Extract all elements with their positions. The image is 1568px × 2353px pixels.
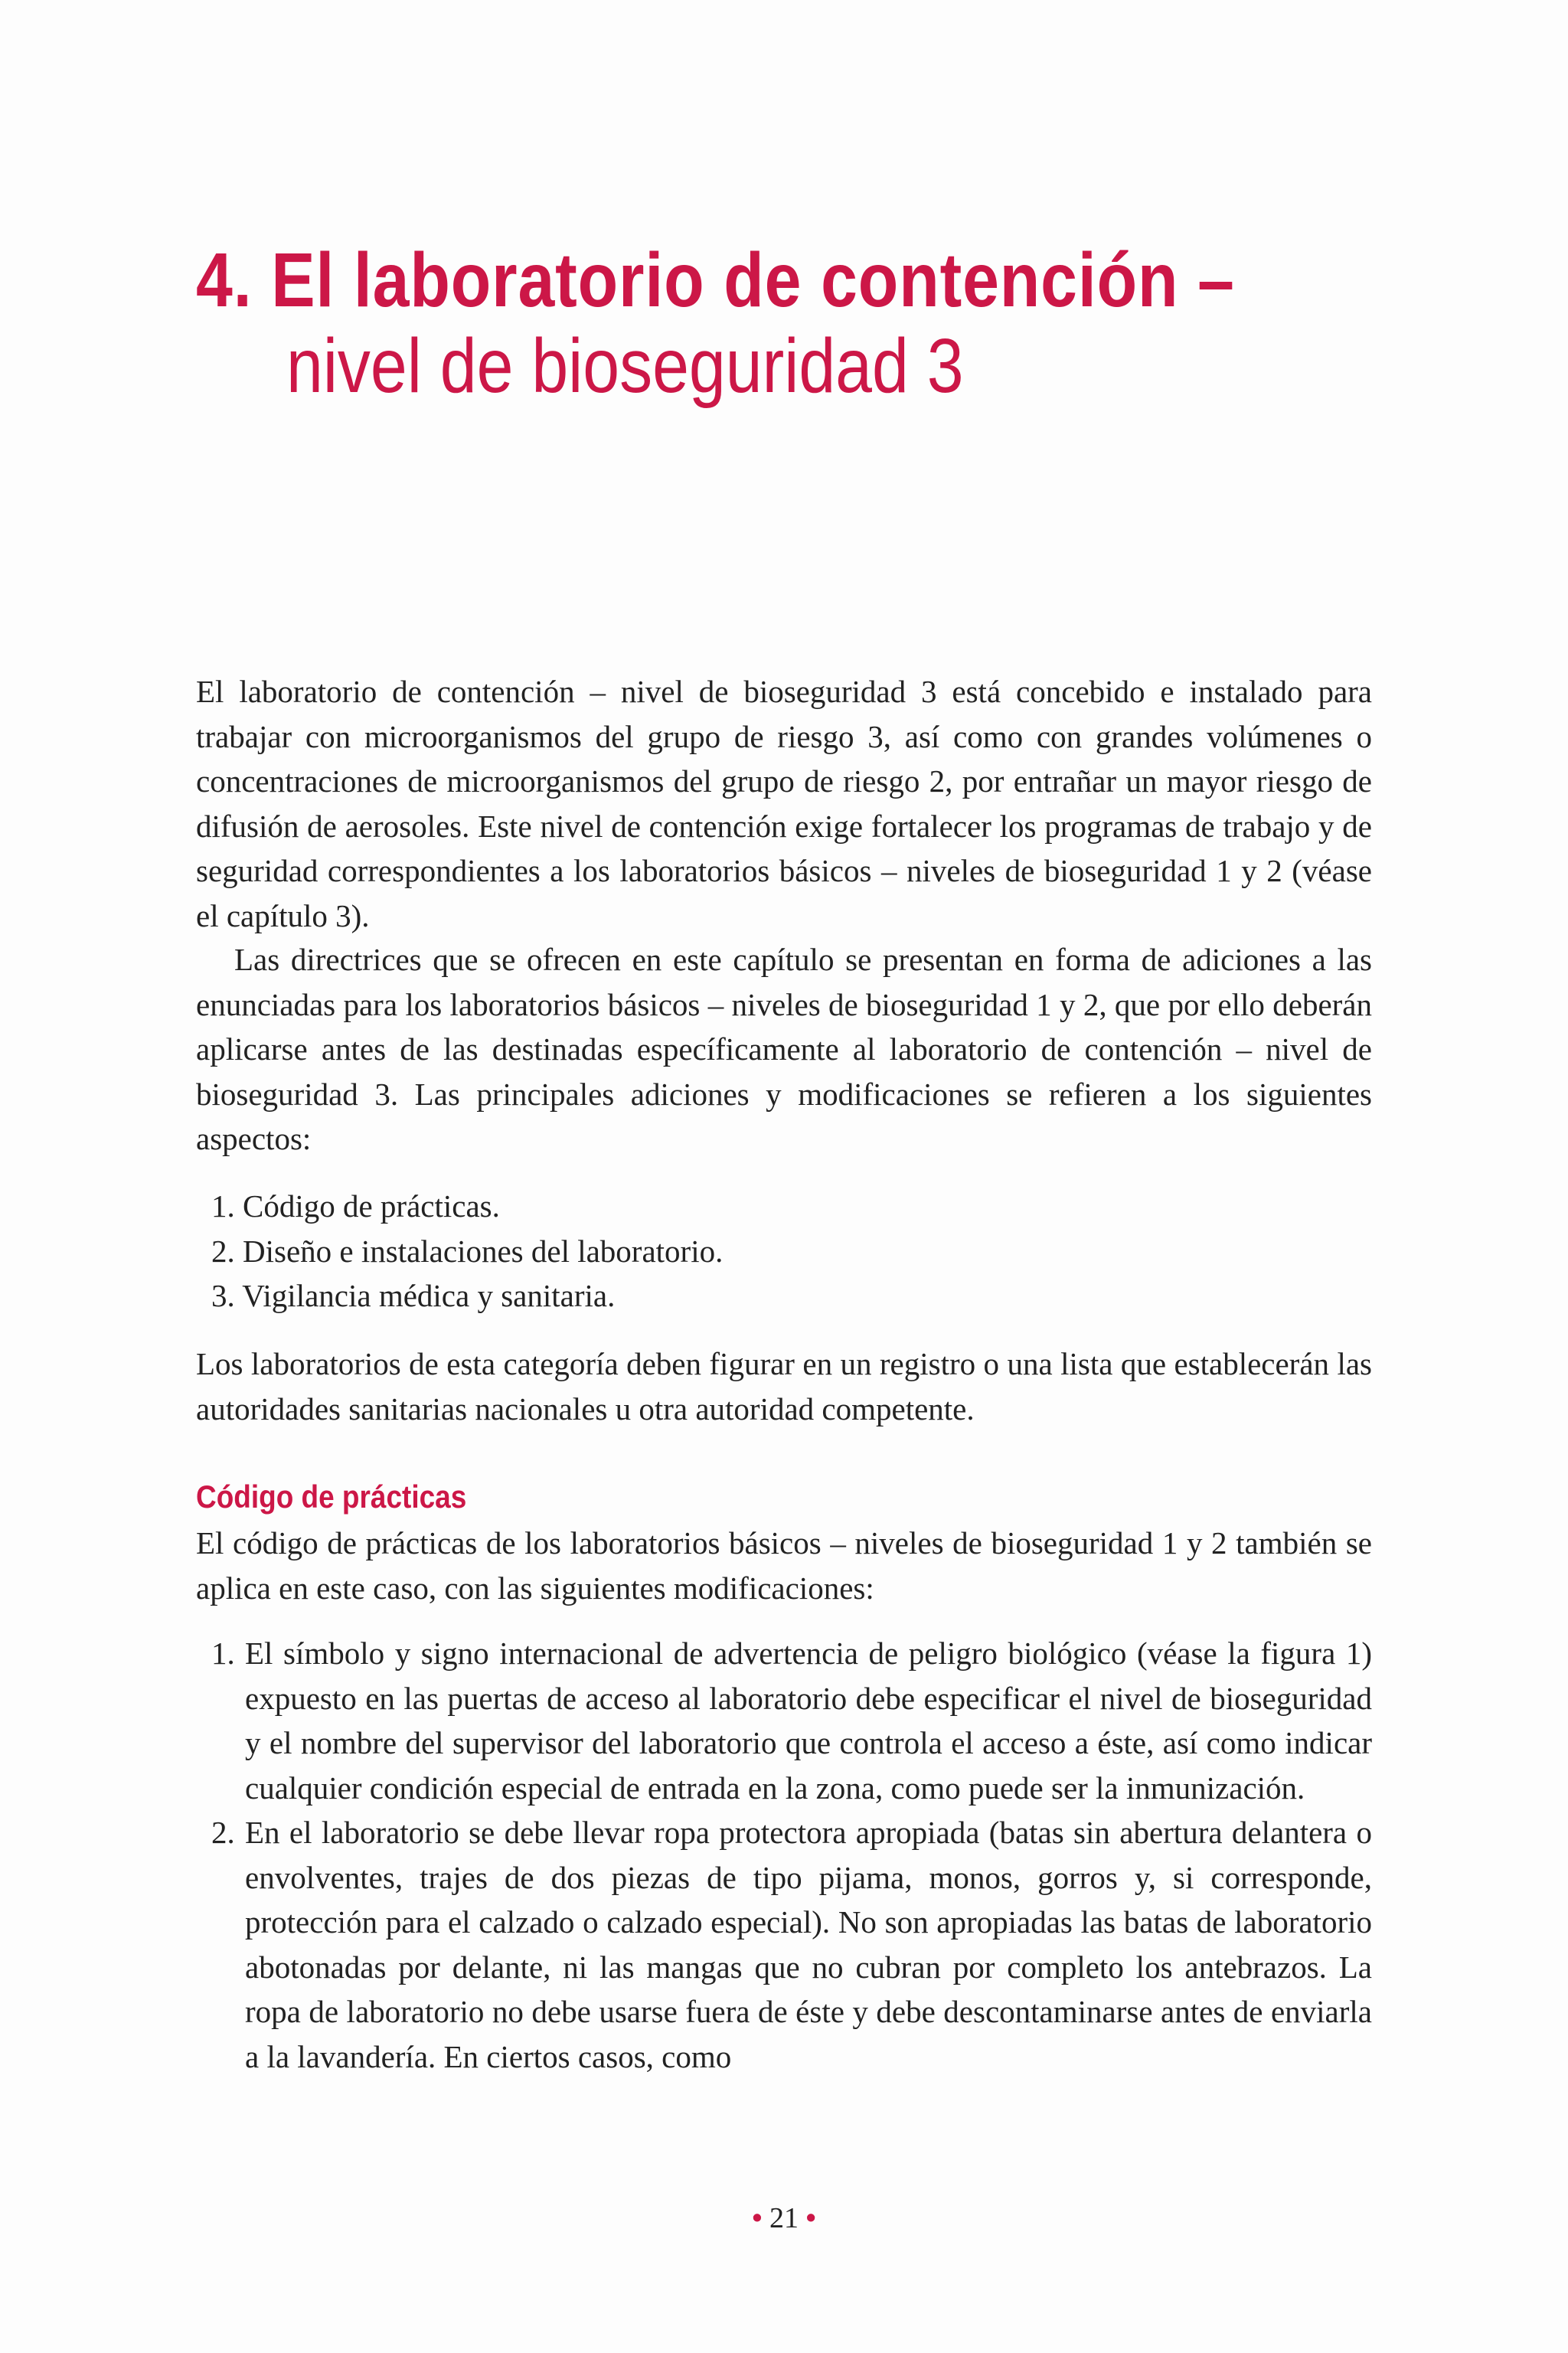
page-number — [0, 2199, 1568, 2237]
page-number-value: 21 — [769, 2202, 799, 2234]
chapter-title — [196, 237, 1421, 409]
list-item: 1. Código de prácticas. — [211, 1188, 500, 1224]
bullet-right: • — [805, 2202, 816, 2234]
chapter-title-line-1: 4. El laboratorio de contención – — [196, 237, 1235, 323]
registry-paragraph: Los laboratorios de esta categoría deben figurar en un registro o una lista que establecerán las autoridades sanitarias nacionales u otra autoridad competente. — [196, 1346, 1372, 1427]
list-item — [196, 1631, 1372, 1810]
intro-paragraph: El laboratorio de contención – nivel de bioseguridad 3 está concebido e instalado para trabajar con microorganismos del grupo de riesgo 3, así como con grandes volúmenes o concentraciones de microorganismos del grupo de riesgo 2, por entrañar un mayor riesgo de difusión de aerosoles. Este nivel de contención exige fortalecer los programas de trabajo y de seguridad correspondientes a los laboratorios básicos – niveles de bioseguridad 1 y 2 (véase el capítulo 3). — [196, 674, 1372, 933]
list-item-number: 2. — [211, 1815, 235, 1850]
directives-paragraph: Las directrices que se ofrecen en este capítulo se presentan en forma de adiciones a las enunciadas para los laboratorios básicos – niveles de bioseguridad 1 y 2, que por ello deberán aplicarse antes de las destinadas específicamente al laboratorio de contención – nivel de bioseguridad 3. Las principales adiciones y modificaciones se refieren a los siguientes aspectos: — [196, 942, 1372, 1156]
list-item-number: 1. — [211, 1636, 235, 1671]
list-item-text: El símbolo y signo internacional de advertencia de peligro biológico (véase la figura 1) expuesto en las puertas de acceso al laboratorio debe especificar el nivel de bioseguridad y el nombre del supervisor del laboratorio que controla el acceso a éste, así como indicar cualquier condición especial de entrada en la zona, como puede ser la inmunización. — [245, 1636, 1372, 1806]
chapter-title-line-2: nivel de bioseguridad 3 — [286, 323, 964, 409]
list-item: 2. Diseño e instalaciones del laboratorio. — [211, 1233, 724, 1269]
list-item — [196, 1810, 1372, 2079]
list-item-text: En el laboratorio se debe llevar ropa protectora apropiada (batas sin abertura delantera o envolventes, trajes de dos piezas de tipo pijama, monos, gorros y, si corresponde, protección para el calzado o calzado especial). No son apropiadas las batas de laboratorio abotonadas por delante, ni las mangas que no cubran por completo los antebrazos. La ropa de laboratorio no debe usarse fuera de éste y debe descontaminarse antes de enviarla a la lavandería. En ciertos casos, como — [245, 1815, 1372, 2074]
code-intro-paragraph: El código de prácticas de los laboratorios básicos – niveles de bioseguridad 1 y 2 también se aplica en este caso, con las siguientes modificaciones: — [196, 1525, 1372, 1606]
section-heading: Código de prácticas — [196, 1479, 467, 1515]
list-item: 3. Vigilancia médica y sanitaria. — [211, 1278, 616, 1313]
aspects-list — [211, 1184, 723, 1319]
bullet-left: • — [752, 2202, 763, 2234]
modifications-list — [196, 1631, 1372, 2079]
